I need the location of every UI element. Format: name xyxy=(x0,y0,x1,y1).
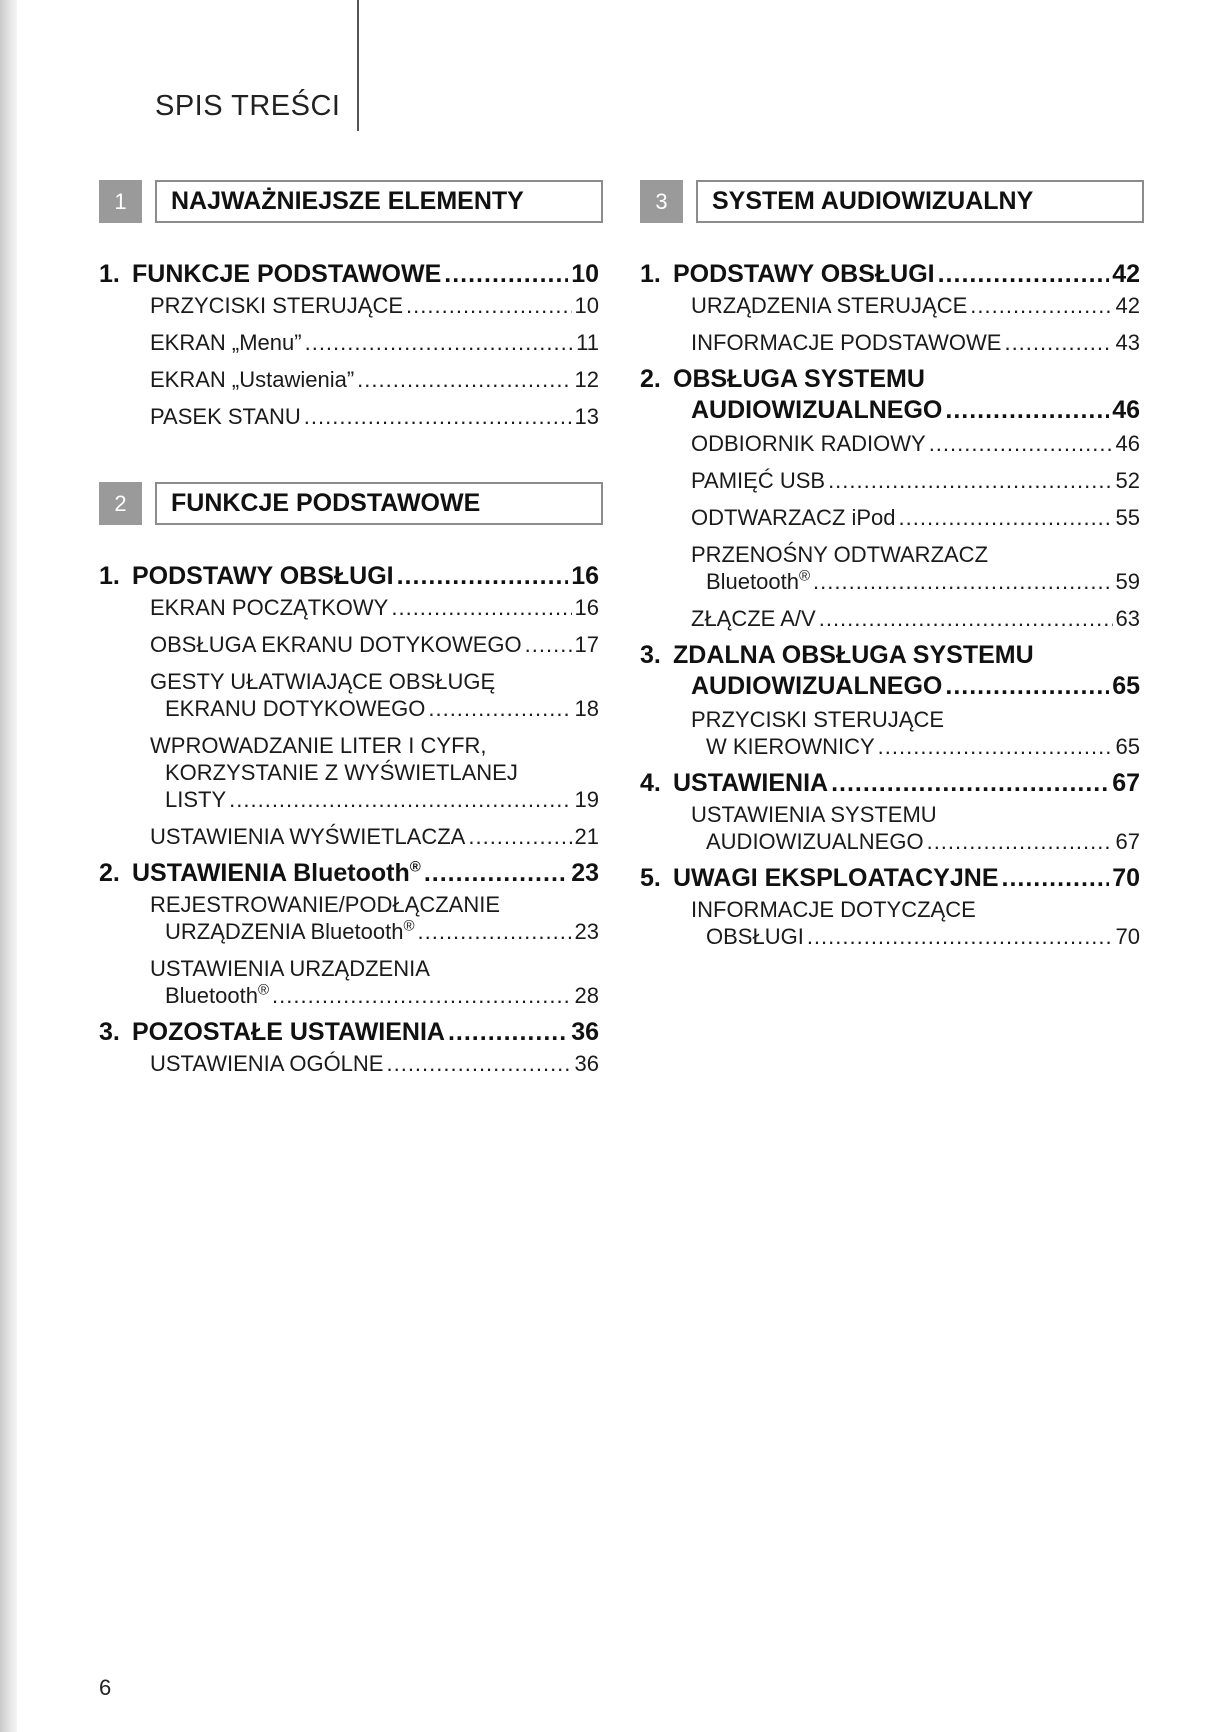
toc-item[interactable]: EKRAN „Menu” ..... 11 xyxy=(99,329,599,356)
section-title[interactable]: SYSTEM AUDIOWIZUALNY xyxy=(712,187,1034,215)
page-ref: 18 xyxy=(574,696,599,721)
toc-chapter[interactable]: 4. USTAWIENIA ..... 67 xyxy=(640,768,1140,798)
dot-leader xyxy=(397,561,569,591)
page-ref: 10 xyxy=(574,293,599,318)
toc-item[interactable]: INFORMACJE DOTYCZĄCE OBSŁUGI ..... 70 xyxy=(640,896,1140,950)
toc-item[interactable]: WPROWADZANIE LITER I CYFR, KORZYSTANIE Z WYŚWIETLANEJ LISTY ..... 19 xyxy=(99,732,599,813)
page-ref: 67 xyxy=(1112,769,1140,797)
toc-item[interactable]: INFORMACJE PODSTAWOWE ..... 43 xyxy=(640,329,1140,356)
page-ref: 70 xyxy=(1115,924,1140,949)
toc-item[interactable]: ZŁĄCZE A/V ..... 63 xyxy=(640,605,1140,632)
dot-leader xyxy=(878,733,1113,760)
page-ref: 65 xyxy=(1112,672,1140,700)
dot-leader xyxy=(927,828,1113,855)
page-ref: 65 xyxy=(1115,734,1140,759)
dot-leader xyxy=(424,858,568,888)
toc-item[interactable]: OBSŁUGA EKRANU DOTYKOWEGO ..... 17 xyxy=(99,631,599,658)
toc-item[interactable]: PRZENOŚNY ODTWARZACZ Bluetooth® ..... 59 xyxy=(640,541,1140,595)
section-header-1 xyxy=(99,180,599,223)
dot-leader xyxy=(428,695,571,722)
dot-leader xyxy=(819,605,1113,632)
section-header-2 xyxy=(99,482,599,525)
toc-item[interactable]: REJESTROWANIE/PODŁĄCZANIE URZĄDZENIA Bluetooth® ..... 23 xyxy=(99,891,599,945)
toc-chapter[interactable]: 3. ZDALNA OBSŁUGA SYSTEMU AUDIOWIZUALNEGO ..... 65 xyxy=(640,640,1140,703)
dot-leader xyxy=(272,982,571,1009)
dot-leader xyxy=(357,366,571,393)
dot-leader xyxy=(945,670,1109,703)
toc-item[interactable]: URZĄDZENIA STERUJĄCE ..... 42 xyxy=(640,292,1140,319)
section-number: 1 xyxy=(99,180,142,223)
page-ref: 21 xyxy=(574,824,599,849)
page-ref: 36 xyxy=(571,1018,599,1046)
dot-leader xyxy=(1004,329,1112,356)
toc-chapter[interactable]: 1. PODSTAWY OBSŁUGI ..... 42 xyxy=(640,259,1140,289)
page-ref: 63 xyxy=(1115,606,1140,631)
page-ref: 11 xyxy=(576,330,599,355)
toc-chapter[interactable]: 2. OBSŁUGA SYSTEMU AUDIOWIZUALNEGO ..... 46 xyxy=(640,364,1140,427)
dot-leader xyxy=(448,1017,568,1047)
dot-leader xyxy=(1002,863,1110,893)
page-ref: 52 xyxy=(1115,468,1140,493)
page-ref: 46 xyxy=(1112,396,1140,424)
dot-leader xyxy=(813,568,1112,595)
toc-item[interactable]: USTAWIENIA WYŚWIETLACZA ..... 21 xyxy=(99,823,599,850)
dot-leader xyxy=(938,259,1110,289)
dot-leader xyxy=(929,430,1113,457)
dot-leader xyxy=(444,259,568,289)
dot-leader xyxy=(807,923,1113,950)
dot-leader xyxy=(899,504,1113,531)
section-header-3 xyxy=(640,180,1140,223)
section-title[interactable]: NAJWAŻNIEJSZE ELEMENTY xyxy=(171,187,524,215)
toc-item[interactable]: ODTWARZACZ iPod ..... 55 xyxy=(640,504,1140,531)
left-column xyxy=(99,180,599,1077)
page-ref: 12 xyxy=(574,367,599,392)
dot-leader xyxy=(468,823,571,850)
dot-leader xyxy=(945,394,1109,427)
dot-leader xyxy=(391,594,571,621)
page-ref: 17 xyxy=(574,632,599,657)
section-title-box xyxy=(696,180,1144,223)
page-ref: 36 xyxy=(574,1051,599,1076)
section-title-box xyxy=(155,180,603,223)
page-ref: 59 xyxy=(1115,569,1140,594)
page-number: 6 xyxy=(99,1675,112,1700)
dot-leader xyxy=(386,1050,571,1077)
toc-item[interactable]: EKRAN „Ustawienia” ..... 12 xyxy=(99,366,599,393)
dot-leader xyxy=(406,292,571,319)
page-ref: 67 xyxy=(1115,829,1140,854)
toc-item[interactable]: USTAWIENIA URZĄDZENIA Bluetooth® ..... 28 xyxy=(99,955,599,1009)
section-number: 2 xyxy=(99,482,142,525)
toc-item[interactable]: GESTY UŁATWIAJĄCE OBSŁUGĘ EKRANU DOTYKOWEGO ..... 18 xyxy=(99,668,599,722)
page-edge-shadow xyxy=(0,0,17,1732)
toc-item[interactable]: PRZYCISKI STERUJĄCE W KIEROWNICY ..... 65 xyxy=(640,706,1140,760)
toc-item[interactable]: EKRAN POCZĄTKOWY ..... 16 xyxy=(99,594,599,621)
page-ref: 46 xyxy=(1115,431,1140,456)
dot-leader xyxy=(831,768,1109,798)
toc-item[interactable]: USTAWIENIA OGÓLNE ..... 36 xyxy=(99,1050,599,1077)
header-divider xyxy=(357,0,359,131)
dot-leader xyxy=(304,403,572,430)
dot-leader xyxy=(828,467,1112,494)
section-number: 3 xyxy=(640,180,683,223)
page-ref: 55 xyxy=(1115,505,1140,530)
right-column xyxy=(640,180,1140,950)
page-title: SPIS TREŚCI xyxy=(155,90,341,122)
toc-item[interactable]: PRZYCISKI STERUJĄCE ..... 10 xyxy=(99,292,599,319)
dot-leader xyxy=(229,786,571,813)
page-ref: 16 xyxy=(571,562,599,590)
toc-chapter[interactable]: 1. PODSTAWY OBSŁUGI ..... 16 xyxy=(99,561,599,591)
toc-item[interactable]: PAMIĘĆ USB ..... 52 xyxy=(640,467,1140,494)
section-title-box xyxy=(155,482,603,525)
page-ref: 42 xyxy=(1112,260,1140,288)
dot-leader xyxy=(525,631,572,658)
toc-chapter[interactable]: 5. UWAGI EKSPLOATACYJNE ..... 70 xyxy=(640,863,1140,893)
page-ref: 13 xyxy=(574,404,599,429)
page-ref: 16 xyxy=(574,595,599,620)
page-ref: 42 xyxy=(1115,293,1140,318)
page-ref: 28 xyxy=(574,983,599,1008)
page-ref: 19 xyxy=(574,787,599,812)
page-ref: 23 xyxy=(574,919,599,944)
section-title[interactable]: FUNKCJE PODSTAWOWE xyxy=(171,489,481,517)
toc-item[interactable]: USTAWIENIA SYSTEMU AUDIOWIZUALNEGO ..... 67 xyxy=(640,801,1140,855)
toc-chapter[interactable]: 1. FUNKCJE PODSTAWOWE ..... 10 xyxy=(99,259,599,289)
dot-leader xyxy=(418,918,572,945)
dot-leader xyxy=(970,292,1112,319)
page-ref: 10 xyxy=(571,260,599,288)
page-ref: 70 xyxy=(1112,864,1140,892)
dot-leader xyxy=(305,329,574,356)
toc-item[interactable]: ODBIORNIK RADIOWY ..... 46 xyxy=(640,430,1140,457)
page-ref: 43 xyxy=(1115,330,1140,355)
toc-chapter[interactable]: 3. POZOSTAŁE USTAWIENIA ..... 36 xyxy=(99,1017,599,1047)
toc-item[interactable]: PASEK STANU ..... 13 xyxy=(99,403,599,430)
page-ref: 23 xyxy=(571,859,599,887)
toc-chapter[interactable]: 2. USTAWIENIA Bluetooth® ..... 23 xyxy=(99,858,599,888)
